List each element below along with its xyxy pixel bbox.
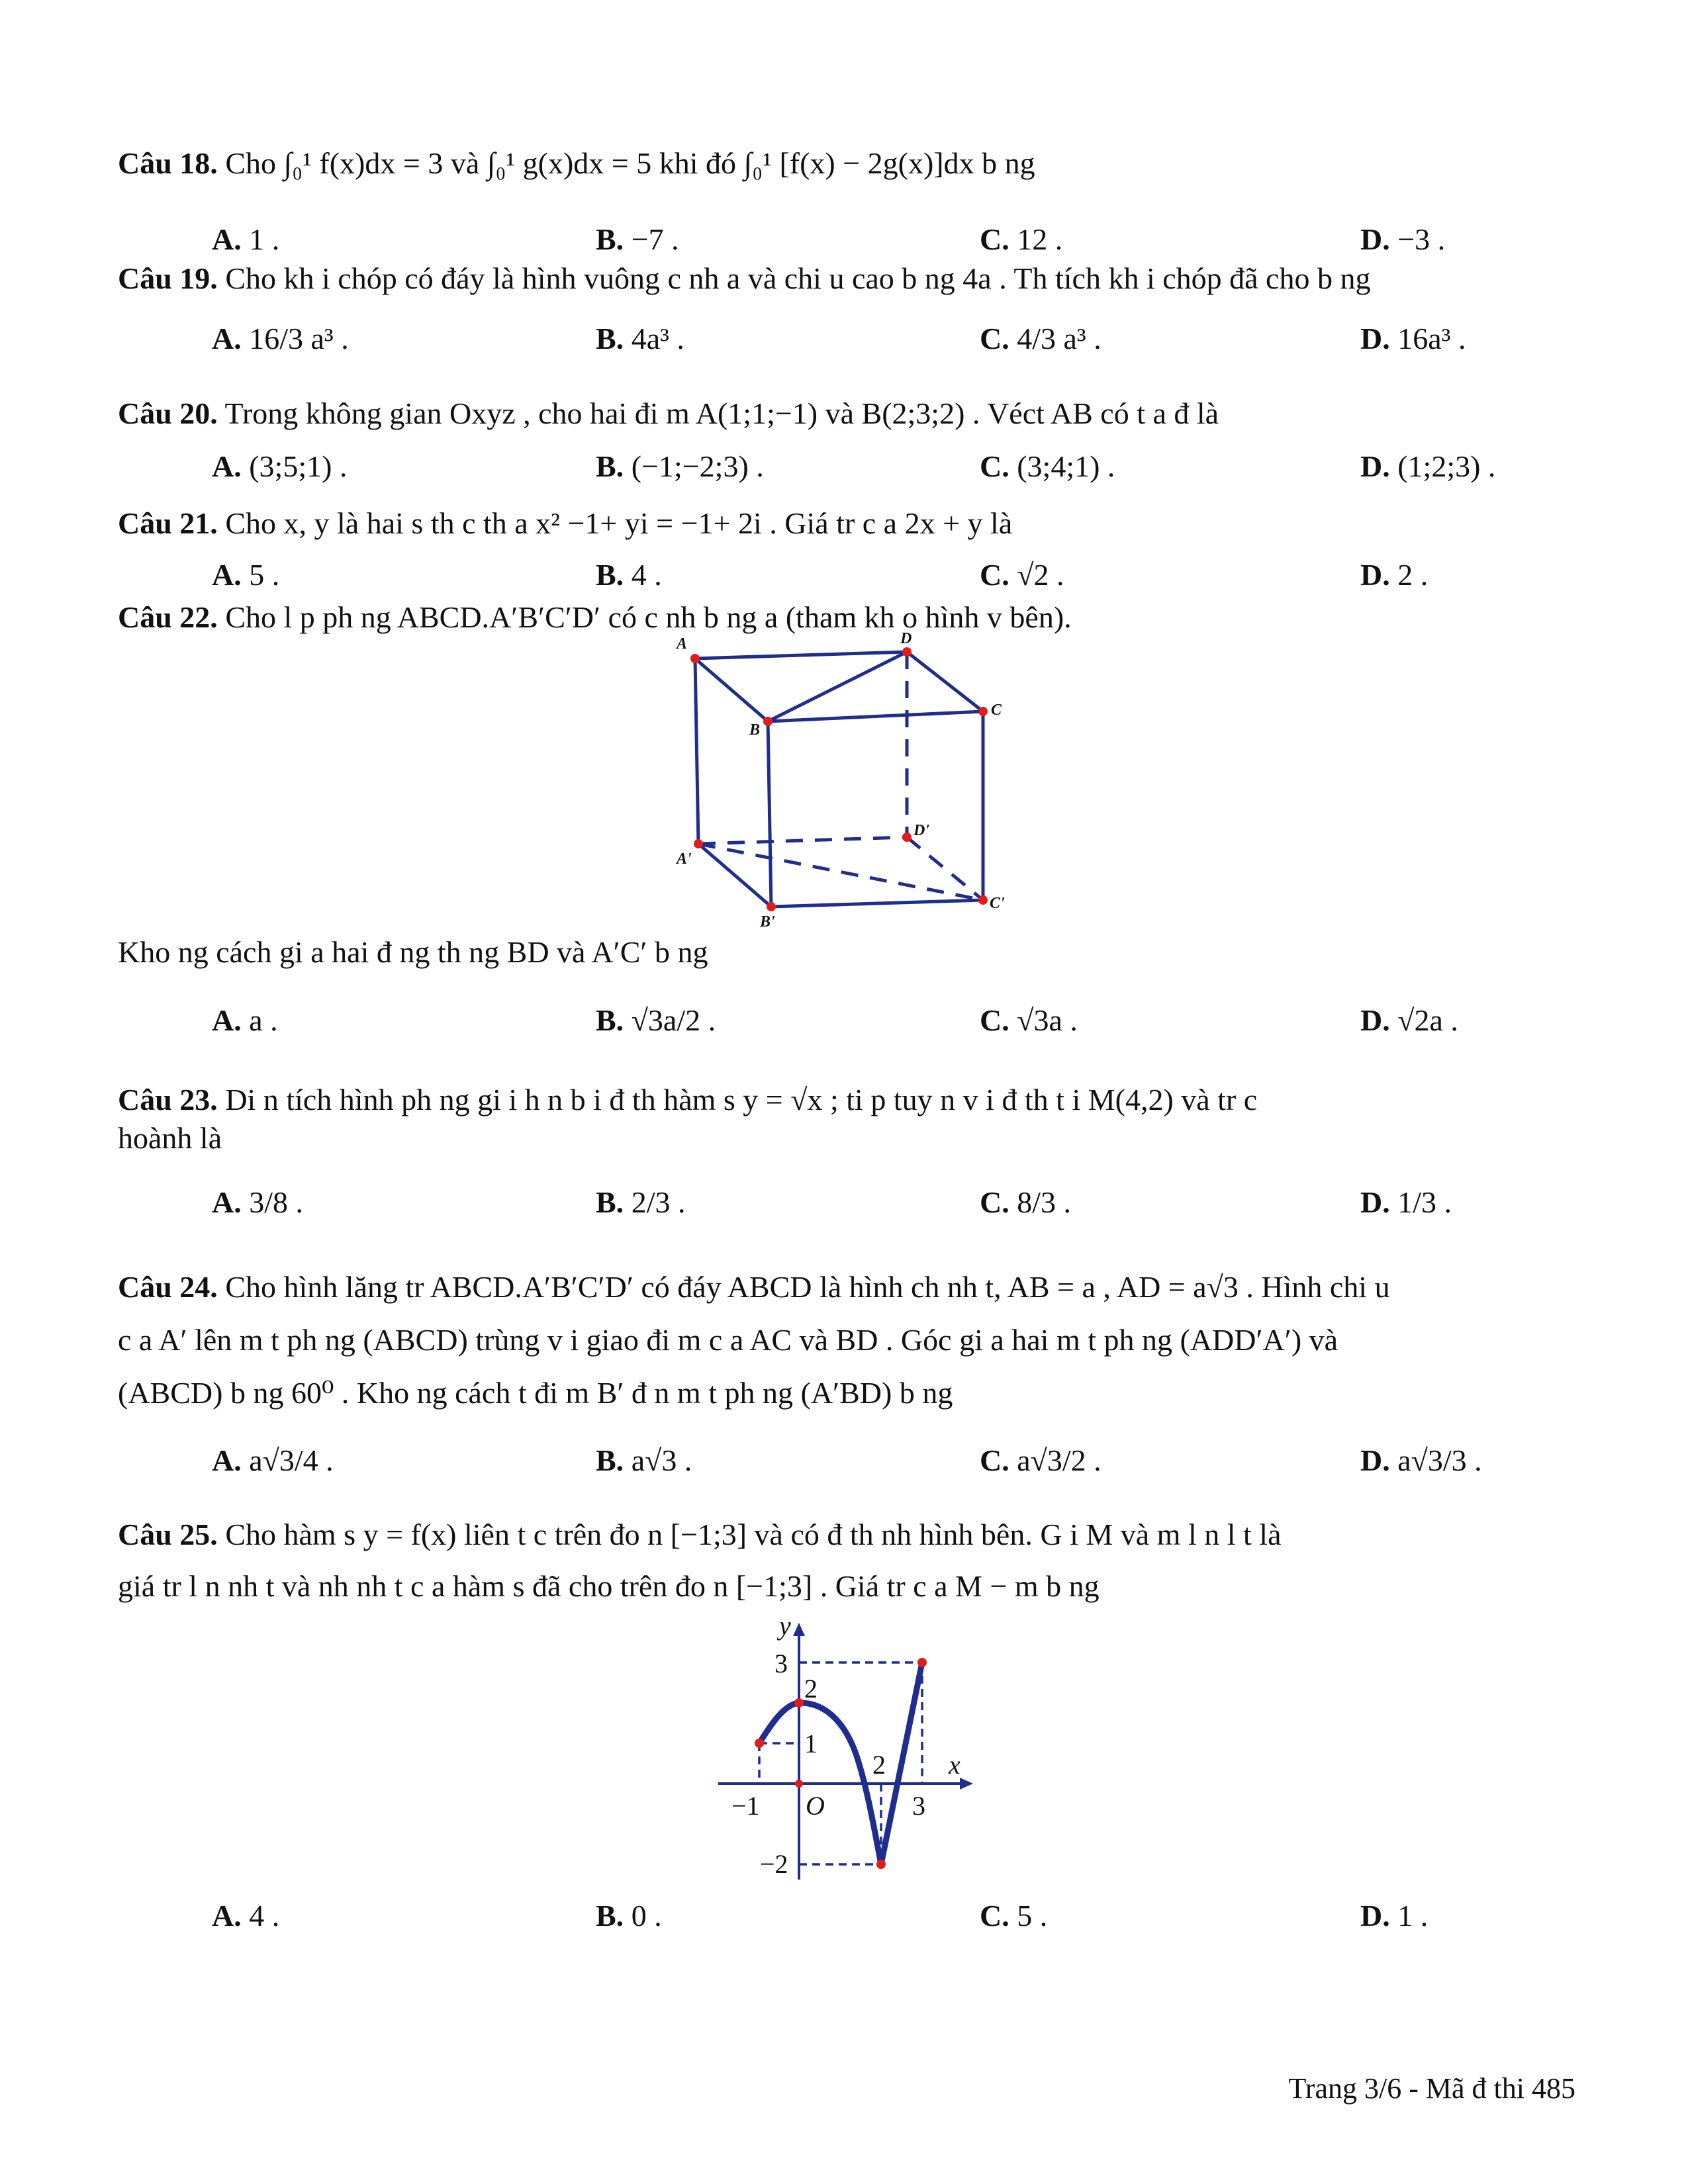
question-23: [118, 1081, 1574, 1158]
question-text: Cho x, y là hai s th c th a x² −1+ yi = −1+ 2i . Giá tr c a 2x + y là: [225, 506, 1013, 540]
question-text-line1: Cho hình lăng tr ABCD.A′B′C′D′ có đáy ABCD là hình ch nh t, AB = a , AD = a√3 . Hình chi u: [225, 1270, 1390, 1304]
cube-label-b: B: [749, 721, 761, 739]
option-b[interactable]: B. −7 .: [596, 222, 679, 256]
question-label: Câu 20.: [118, 396, 218, 430]
cube-label-a: A: [677, 635, 688, 653]
question-18: [118, 144, 1574, 183]
question-label: Câu 21.: [118, 506, 218, 540]
option-d[interactable]: D. a√3/3 .: [1360, 1443, 1482, 1477]
option-c[interactable]: C. 12 .: [980, 222, 1063, 256]
option-a[interactable]: A. 5 .: [212, 558, 280, 592]
options-23: [212, 1185, 1575, 1238]
question-label: Câu 18.: [118, 146, 218, 180]
option-c[interactable]: C. √2 .: [980, 558, 1064, 592]
option-b[interactable]: B. √3a/2 .: [596, 1003, 716, 1037]
option-a[interactable]: A. 16/3 a³ .: [212, 322, 349, 355]
cube-label-c-prime: C': [990, 895, 1005, 912]
option-a[interactable]: A. a√3/4 .: [212, 1443, 334, 1477]
question-text-line3: (ABCD) b ng 60⁰ . Kho ng cách t đi m B′ đ n m t ph ng (A′BD) b ng: [118, 1376, 953, 1410]
question-22-continuation: [118, 933, 1574, 972]
graph-tick-y-2: 2: [804, 1674, 818, 1704]
question-text-line1: Cho hàm s y = f(x) liên t c trên đo n [−1;3] và có đ th nh hình bên. G i M và m l n l t là: [225, 1518, 1282, 1551]
option-a[interactable]: A. a .: [212, 1003, 278, 1037]
question-text: Cho l p ph ng ABCD.A′B′C′D′ có c nh b ng a (tham kh o hình v bên).: [225, 600, 1072, 634]
cube-label-c: C: [991, 702, 1002, 719]
options-19: [212, 321, 1575, 374]
option-d[interactable]: D. 1/3 .: [1360, 1185, 1452, 1219]
graph-tick-x-2: 2: [872, 1750, 886, 1780]
option-c[interactable]: C. √3a .: [980, 1003, 1078, 1037]
graph-tick-y-minus2: −2: [760, 1849, 788, 1879]
question-19: [118, 259, 1574, 298]
graph-axis-x-label: x: [949, 1750, 961, 1780]
question-text: Trong không gian Oxyz , cho hai đi m A(1;1;−1) và B(2;3;2) . Véct AB có t a đ là: [224, 396, 1219, 430]
option-b[interactable]: B. (−1;−2;3) .: [596, 449, 764, 483]
option-c[interactable]: C. (3;4;1) .: [980, 449, 1115, 483]
option-d[interactable]: D. (1;2;3) .: [1360, 449, 1496, 483]
function-graph: [702, 1608, 980, 1893]
graph-tick-x-minus1: −1: [731, 1791, 760, 1821]
cube-label-d: D: [900, 632, 912, 647]
option-a[interactable]: A. 4 .: [212, 1899, 280, 1933]
question-text-line2: hoành là: [118, 1121, 222, 1155]
option-d[interactable]: D. 2 .: [1360, 558, 1429, 592]
option-c[interactable]: C. a√3/2 .: [980, 1443, 1102, 1477]
question-text: Kho ng cách gi a hai đ ng th ng BD và A′C′ b ng: [118, 935, 708, 969]
cube-figure: [669, 632, 1039, 936]
option-c[interactable]: C. 5 .: [980, 1899, 1048, 1933]
option-d[interactable]: D. −3 .: [1360, 222, 1446, 256]
option-c[interactable]: C. 8/3 .: [980, 1185, 1072, 1219]
question-22: [118, 598, 1574, 637]
graph-tick-x-3: 3: [912, 1791, 925, 1821]
option-b[interactable]: B. a√3 .: [596, 1443, 692, 1477]
question-21: [118, 504, 1574, 543]
option-a[interactable]: A. 1 .: [212, 222, 280, 256]
question-24: [118, 1261, 1574, 1420]
graph-origin-label: O: [806, 1791, 825, 1821]
graph-tick-y-3: 3: [774, 1649, 788, 1678]
options-20: [212, 449, 1575, 502]
cube-label-d-prime: D': [914, 822, 929, 839]
options-24: [212, 1443, 1575, 1496]
option-b[interactable]: B. 4 .: [596, 558, 662, 592]
option-b[interactable]: B. 4a³ .: [596, 322, 684, 355]
option-a[interactable]: A. 3/8 .: [212, 1185, 304, 1219]
question-label: Câu 25.: [118, 1518, 218, 1551]
question-text-line2: giá tr l n nh t và nh nh t c a hàm s đã cho trên đo n [−1;3] . Giá tr c a M − m b ng: [118, 1569, 1100, 1603]
graph-axis-y-label: y: [779, 1611, 791, 1641]
options-25: [212, 1898, 1575, 1951]
graph-tick-y-1: 1: [804, 1729, 818, 1758]
cube-label-b-prime: B': [760, 913, 775, 931]
question-label: Câu 24.: [118, 1270, 218, 1304]
question-label: Câu 23.: [118, 1083, 218, 1116]
option-d[interactable]: D. 16a³ .: [1360, 322, 1466, 355]
option-a[interactable]: A. (3;5;1) .: [212, 449, 348, 483]
question-text: Cho kh i chóp có đáy là hình vuông c nh a và chi u cao b ng 4a . Th tích kh i chóp đã cho b ng: [225, 261, 1371, 295]
question-text: Cho ∫₀¹ f(x)dx = 3 và ∫₀¹ g(x)dx = 5 khi đó ∫₀¹ [f(x) − 2g(x)]dx b ng: [225, 146, 1035, 180]
question-text-line2: c a A′ lên m t ph ng (ABCD) trùng v i giao đi m c a AC và BD . Góc gi a hai m t ph ng (ADD′A′) và: [118, 1323, 1338, 1357]
question-label: Câu 22.: [118, 600, 218, 634]
option-d[interactable]: D. √2a .: [1360, 1003, 1458, 1037]
question-label: Câu 19.: [118, 261, 218, 295]
option-c[interactable]: C. 4/3 a³ .: [980, 322, 1102, 355]
question-text: Di n tích hình ph ng gi i h n b i đ th hàm s y = √x ; ti p tuy n v i đ th t i M(4,2) và tr c: [225, 1083, 1258, 1116]
options-22: [212, 1003, 1575, 1056]
question-20: [118, 394, 1574, 433]
cube-label-a-prime: A': [677, 850, 692, 868]
option-b[interactable]: B. 2/3 .: [596, 1185, 686, 1219]
page-footer: Trang 3/6 - Mã đ thi 485: [1288, 2072, 1575, 2105]
question-25: [118, 1509, 1574, 1612]
option-d[interactable]: D. 1 .: [1360, 1899, 1429, 1933]
option-b[interactable]: B. 0 .: [596, 1899, 662, 1933]
